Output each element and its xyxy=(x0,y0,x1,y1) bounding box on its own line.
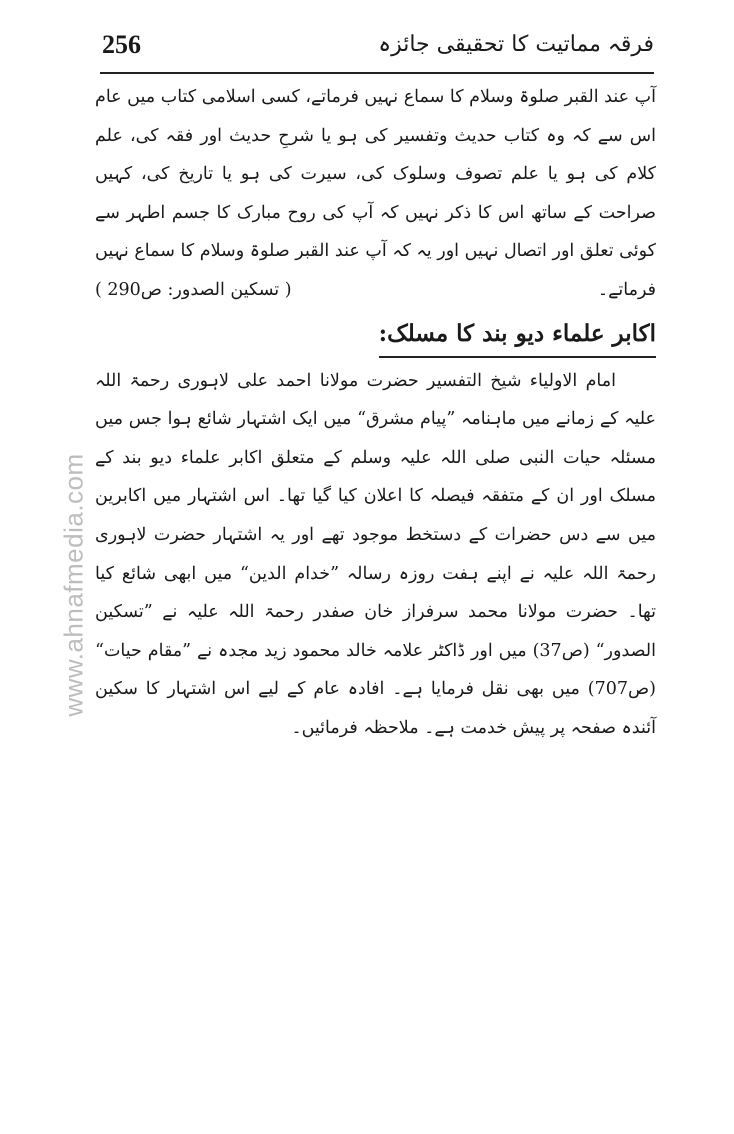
section-heading-wrap xyxy=(95,314,656,358)
paragraph-1-text: آپ عند القبر صلوۃ وسلام کا سماع نہیں فرماتے، کسی اسلامی کتاب میں عام اس سے کہ وہ کتاب حدیث وتفسیر کی ہو یا شرحِ حدیث اور فقہ کی، علم کلام کی ہو یا علم تصوف وسلوک کی، سیرت کی ہو یا تاریخ کی، کہیں صراحت کے ساتھ اس کا ذکر نہیں کہ آپ کی روح مبارک کا جسم اطہر سے کوئی تعلق اور اتصال نہیں اور یہ کہ آپ عند القبر صلوۃ وسلام کا سماع نہیں فرماتے۔ xyxy=(95,87,656,300)
page-number: 256 xyxy=(102,30,141,59)
page-body xyxy=(95,78,656,748)
header-rule xyxy=(100,72,654,74)
paragraph-1 xyxy=(95,78,656,310)
watermark-text: www.ahnafmedia.com xyxy=(58,453,89,717)
section-heading: اکابر علماء دیو بند کا مسلک: xyxy=(379,314,656,358)
paragraph-2: امام الاولیاء شیخ التفسیر حضرت مولانا احمد علی لاہوری رحمۃ اللہ علیہ کے زمانے میں ماہنامہ ”پیام مشرق“ میں ایک اشتہار شائع ہوا جس میں مسئلہ حیات النبی صلی اللہ علیہ وسلم کے متعلق اکابر علماء دیو بند کے مسلک اور ان کے متفقہ فیصلہ کا اعلان کیا گیا تھا۔ اس اشتہار میں اکابرین میں سے دس حضرات کے دستخط موجود تھے اور یہ اشتہار حضرت لاہوری رحمۃ اللہ علیہ نے اپنے ہفت روزہ رسالہ ”خدام الدین“ میں ابھی شائع کیا تھا۔ حضرت مولانا محمد سرفراز خان صفدر رحمۃ اللہ علیہ نے ”تسکین الصدور“ (ص37) میں اور ڈاکٹر علامہ خالد محمود زید مجدہ نے ”مقام حیات“ (ص707) میں بھی نقل فرمایا ہے۔ افادہ عام کے لیے اس اشتہار کا سکین آئندہ صفحہ پر پیش خدمت ہے۔ ملاحظہ فرمائیں۔ xyxy=(95,370,657,738)
citation: ( تسکین الصدور: ص290 ) xyxy=(95,279,292,300)
running-title: فرقہ مماتیت کا تحقیقی جائزہ xyxy=(378,32,654,57)
